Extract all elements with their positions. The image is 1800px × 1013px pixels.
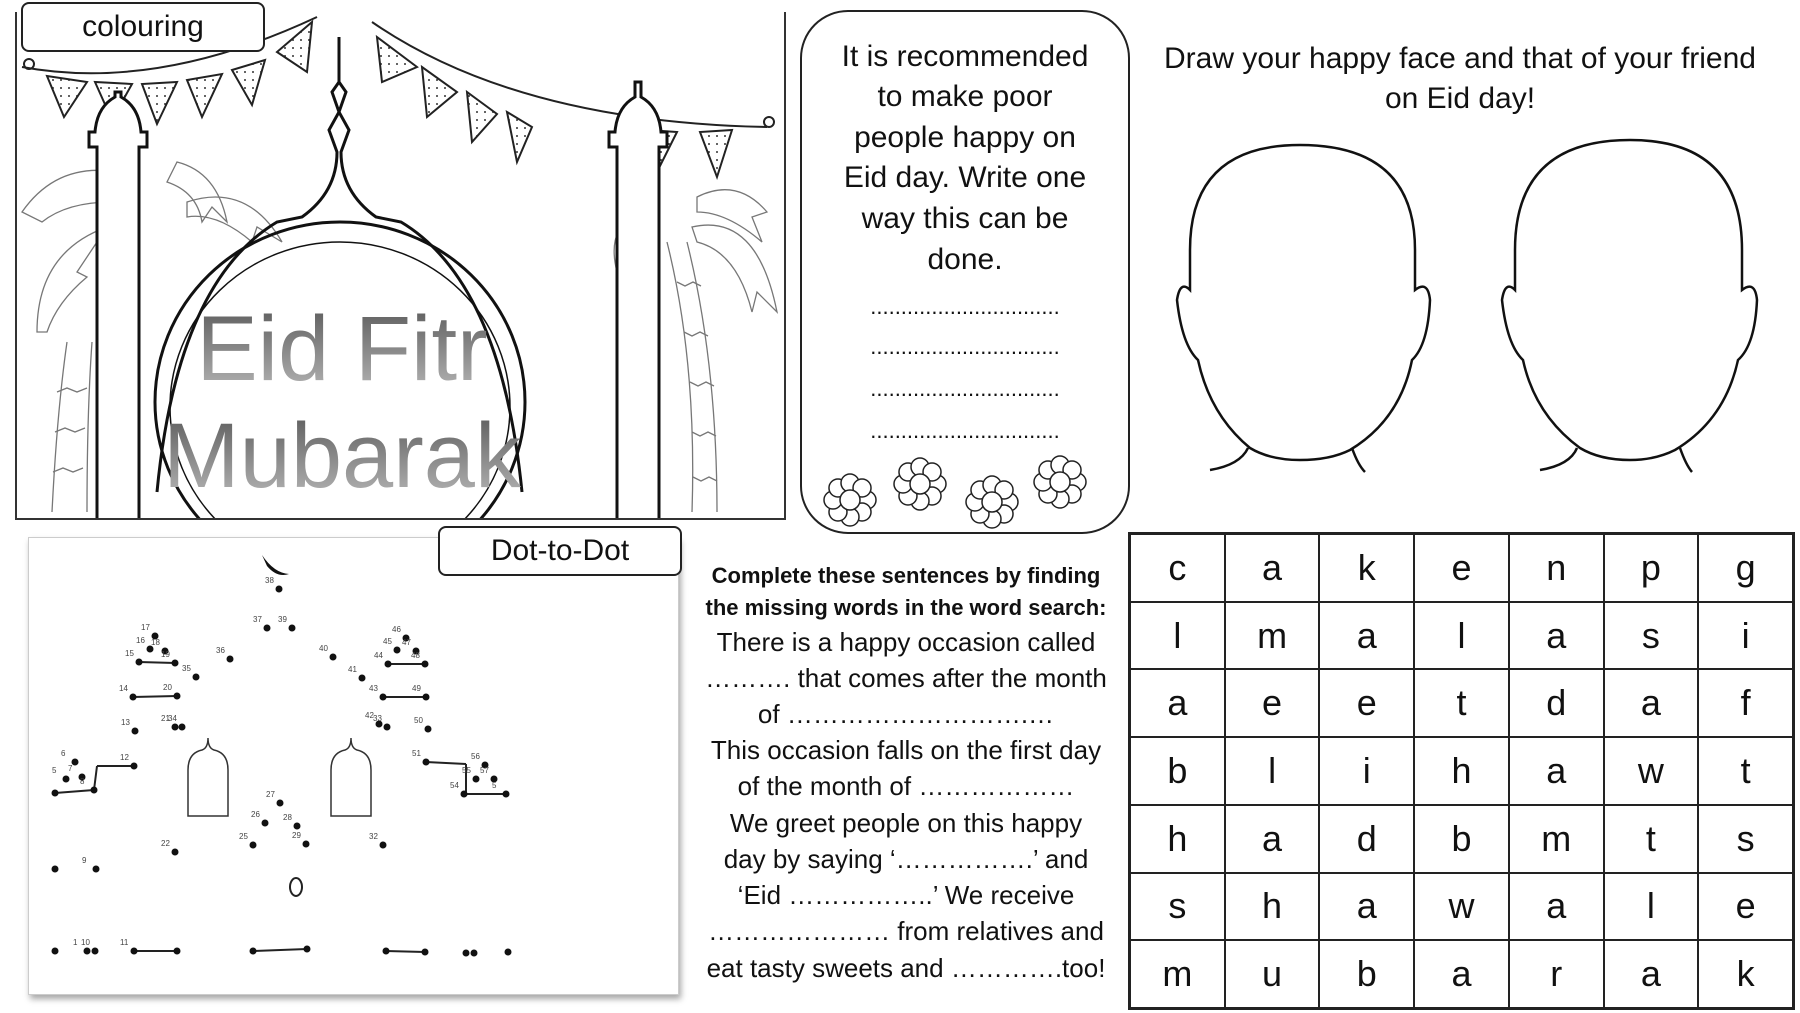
word-search-cell[interactable]: a — [1604, 669, 1699, 737]
dot[interactable] — [423, 759, 430, 766]
word-search-cell[interactable]: r — [1509, 940, 1604, 1008]
dot-number: 20 — [163, 683, 172, 692]
dot-number: 27 — [266, 790, 275, 799]
face-outline-left[interactable] — [1177, 145, 1430, 472]
word-search-cell[interactable]: w — [1414, 873, 1509, 941]
flowers-decoration — [802, 452, 1128, 532]
dot[interactable] — [473, 776, 480, 783]
flower-icon — [1034, 456, 1086, 508]
dot[interactable] — [132, 728, 139, 735]
dot[interactable] — [505, 949, 512, 956]
word-search-cell[interactable]: g — [1698, 534, 1793, 602]
word-search-cell[interactable]: b — [1414, 805, 1509, 873]
dot-number: 22 — [161, 839, 170, 848]
dot[interactable] — [422, 661, 429, 668]
dot[interactable] — [463, 950, 470, 957]
dot[interactable] — [461, 791, 468, 798]
card-text-line: done. — [927, 243, 1003, 276]
dot[interactable] — [423, 694, 430, 701]
instruction-line: Complete these sentences by finding — [711, 563, 1101, 588]
dot[interactable] — [276, 586, 283, 593]
dot[interactable] — [172, 724, 179, 731]
sentence-line: of the month of ……………… — [737, 771, 1075, 801]
word-search-cell[interactable]: s — [1130, 873, 1225, 941]
word-search-cell[interactable]: a — [1130, 669, 1225, 737]
dot-number: 45 — [383, 637, 392, 646]
word-search-cell[interactable]: i — [1698, 602, 1793, 670]
word-search-cell[interactable]: b — [1319, 940, 1414, 1008]
word-search-cell[interactable]: e — [1414, 534, 1509, 602]
word-search-cell[interactable]: n — [1509, 534, 1604, 602]
dot[interactable] — [304, 946, 311, 953]
word-search-cell[interactable]: s — [1698, 805, 1793, 873]
word-search-cell[interactable]: l — [1604, 873, 1699, 941]
dot-number: 5 — [492, 781, 497, 790]
dot[interactable] — [422, 949, 429, 956]
greeting-eid-fitr: Eid Fitr — [196, 298, 488, 400]
dot[interactable] — [471, 950, 478, 957]
dot-number: 29 — [292, 831, 301, 840]
word-search-cell[interactable]: u — [1225, 940, 1320, 1008]
word-search-cell[interactable]: e — [1319, 669, 1414, 737]
dot-number: 33 — [373, 714, 382, 723]
dot-number: 8 — [80, 777, 85, 786]
word-search-cell[interactable]: h — [1414, 737, 1509, 805]
dot-number: 37 — [253, 615, 262, 624]
dot-number: 18 — [151, 638, 160, 647]
flower-icon — [966, 476, 1018, 528]
dot[interactable] — [264, 625, 271, 632]
dot[interactable] — [174, 693, 181, 700]
faces-drawing-area[interactable] — [1130, 130, 1790, 480]
word-search-cell[interactable]: c — [1130, 534, 1225, 602]
dot[interactable] — [92, 948, 99, 955]
dot-number: 55 — [462, 766, 471, 775]
face-outline-right[interactable] — [1502, 140, 1757, 472]
dot-number: 13 — [121, 718, 130, 727]
dot[interactable] — [380, 842, 387, 849]
dot[interactable] — [52, 790, 59, 797]
dot[interactable] — [131, 948, 138, 955]
dot-number: 15 — [125, 649, 134, 658]
word-search-cell[interactable]: a — [1604, 940, 1699, 1008]
dot-number: 28 — [283, 813, 292, 822]
guide-line — [386, 951, 425, 952]
dot-number: 49 — [412, 684, 421, 693]
word-search-cell[interactable]: e — [1225, 669, 1320, 737]
dot[interactable] — [384, 724, 391, 731]
guide-line — [55, 790, 94, 793]
dot-number: 38 — [265, 576, 274, 585]
card-text-line: way this can be — [861, 202, 1069, 235]
word-search-cell[interactable]: f — [1698, 669, 1793, 737]
word-search-cell[interactable]: w — [1604, 737, 1699, 805]
dot-number: 11 — [120, 938, 129, 947]
word-search-cell[interactable]: a — [1509, 873, 1604, 941]
dot[interactable] — [394, 647, 401, 654]
dot[interactable] — [91, 787, 98, 794]
dot-number: 21 — [161, 714, 170, 723]
sentence-line: day by saying ‘…………….’ and — [723, 844, 1089, 874]
dot-number: 9 — [82, 856, 87, 865]
word-search-cell[interactable]: l — [1414, 602, 1509, 670]
bunting-right — [372, 22, 774, 177]
sentence-line: This occasion falls on the first day — [710, 735, 1102, 765]
word-search-cell[interactable]: s — [1604, 602, 1699, 670]
word-search-cell[interactable]: a — [1509, 737, 1604, 805]
dot[interactable] — [425, 726, 432, 733]
answer-line[interactable]: ............................... — [870, 334, 1060, 359]
answer-line[interactable]: ............................... — [870, 376, 1060, 401]
dot[interactable] — [172, 849, 179, 856]
guide-line — [133, 696, 177, 697]
dot-number: 48 — [411, 651, 420, 660]
sentence-line: of ……………………….… — [757, 699, 1055, 729]
word-search-cell[interactable]: k — [1698, 940, 1793, 1008]
guide-line — [253, 949, 307, 951]
sentence-line: We greet people on this happy — [729, 808, 1083, 838]
word-search-cell[interactable]: m — [1130, 940, 1225, 1008]
window-arch — [331, 738, 371, 816]
dot[interactable] — [380, 694, 387, 701]
dot-number: 56 — [471, 752, 480, 761]
word-search-cell[interactable]: h — [1225, 873, 1320, 941]
dot-to-dot-puzzle[interactable] — [29, 538, 678, 994]
dot-number: 57 — [480, 766, 489, 775]
dot-to-dot-panel — [28, 537, 679, 995]
dot[interactable] — [136, 659, 143, 666]
dot-to-dot-label: Dot-to-Dot — [438, 526, 682, 576]
dot-number: 6 — [61, 749, 66, 758]
dot[interactable] — [294, 823, 301, 830]
window-arch — [188, 738, 228, 816]
sentence-line: ‘Eid ……………..’ We receive — [737, 880, 1075, 910]
mosque-colouring-illustration — [17, 12, 784, 518]
answer-line[interactable]: ............................... — [870, 418, 1060, 443]
word-search-cell[interactable]: l — [1130, 602, 1225, 670]
word-search-cell[interactable]: a — [1225, 534, 1320, 602]
dot[interactable] — [84, 948, 91, 955]
minaret-right — [609, 82, 667, 518]
dot-number: 50 — [414, 716, 423, 725]
answer-line[interactable]: ............................... — [870, 294, 1060, 319]
dot[interactable] — [227, 656, 234, 663]
dot[interactable] — [63, 776, 70, 783]
dot-number: 19 — [161, 650, 170, 659]
colouring-label: colouring — [21, 2, 265, 52]
word-search-cell[interactable]: m — [1509, 805, 1604, 873]
dot[interactable] — [277, 800, 284, 807]
word-search-cell[interactable]: m — [1225, 602, 1320, 670]
dot[interactable] — [93, 866, 100, 873]
dot-number: 16 — [136, 636, 145, 645]
dot[interactable] — [72, 759, 79, 766]
faces-title-line1: Draw your happy face and that of your friend — [1163, 42, 1756, 75]
word-search-cell[interactable]: l — [1225, 737, 1320, 805]
word-search-cell[interactable]: i — [1319, 737, 1414, 805]
card-text-line: people happy on — [854, 121, 1076, 154]
greeting-mubarak: Mubarak — [163, 405, 521, 507]
word-search-cell[interactable]: t — [1698, 737, 1793, 805]
dot[interactable] — [383, 948, 390, 955]
dot-number: 54 — [450, 781, 459, 790]
dot-number: 43 — [369, 684, 378, 693]
dot-number: 25 — [239, 832, 248, 841]
dot[interactable] — [172, 660, 179, 667]
dot-number: 10 — [81, 938, 90, 947]
dot-number: 1 — [73, 938, 78, 947]
dot-number: 32 — [369, 832, 378, 841]
faces-title-line2: on Eid day! — [1384, 82, 1536, 115]
word-search-cell[interactable]: a — [1319, 873, 1414, 941]
card-text-line: It is recommended — [841, 40, 1089, 73]
dot-number: 7 — [68, 764, 73, 773]
word-search-cell[interactable]: d — [1509, 669, 1604, 737]
dot[interactable] — [289, 625, 296, 632]
crescent-icon — [262, 555, 289, 575]
dot-number: 12 — [120, 753, 129, 762]
card-text-line: Eid day. Write one — [843, 161, 1087, 194]
word-search-cell[interactable]: a — [1319, 602, 1414, 670]
dot-number: 40 — [319, 644, 328, 653]
dot-number: 41 — [348, 665, 357, 674]
dot[interactable] — [250, 842, 257, 849]
door-circle — [290, 878, 302, 896]
instruction-line: the missing words in the word search: — [705, 595, 1107, 620]
dot[interactable] — [385, 661, 392, 668]
word-search-cell[interactable]: a — [1414, 940, 1509, 1008]
dot-number: 47 — [402, 638, 411, 647]
dot-number: 46 — [392, 625, 401, 634]
sentence-line: eat tasty sweets and ………….too! — [706, 953, 1106, 983]
word-search-cell[interactable]: b — [1130, 737, 1225, 805]
dot[interactable] — [262, 820, 269, 827]
word-search-cell[interactable]: e — [1698, 873, 1793, 941]
word-search-cell[interactable]: a — [1225, 805, 1320, 873]
card-text-line: to make poor — [877, 80, 1053, 113]
guide-line — [139, 662, 175, 663]
dot-number: 44 — [374, 651, 383, 660]
dot-number: 26 — [251, 810, 260, 819]
dot-number: 36 — [216, 646, 225, 655]
dot-number: 14 — [119, 684, 128, 693]
word-search-cell[interactable]: t — [1414, 669, 1509, 737]
dot-number: 35 — [182, 664, 191, 673]
minaret-left — [89, 92, 147, 518]
dot[interactable] — [130, 694, 137, 701]
word-search-cell[interactable]: h — [1130, 805, 1225, 873]
word-search-cell[interactable]: d — [1319, 805, 1414, 873]
dot-number: 5 — [52, 766, 57, 775]
word-search-cell[interactable]: p — [1604, 534, 1699, 602]
dot[interactable] — [330, 654, 337, 661]
dot[interactable] — [503, 791, 510, 798]
colouring-panel — [15, 12, 786, 520]
flower-icon — [894, 458, 946, 510]
dot[interactable] — [52, 948, 59, 955]
charity-card — [800, 10, 1130, 534]
dot[interactable] — [303, 841, 310, 848]
dot[interactable] — [250, 948, 257, 955]
sentence-line: ………………… from relatives and — [708, 916, 1104, 946]
dot-number: 51 — [412, 749, 421, 758]
flower-icon — [824, 474, 876, 526]
dot[interactable] — [52, 866, 59, 873]
dot-number: 39 — [278, 615, 287, 624]
dot-number: 42 — [365, 711, 374, 720]
dot[interactable] — [131, 763, 138, 770]
word-search-cell[interactable]: t — [1604, 805, 1699, 873]
dot-number: 17 — [141, 623, 150, 632]
guide-line — [94, 766, 97, 790]
dot[interactable] — [193, 674, 200, 681]
sentence-line: There is a happy occasion called — [716, 627, 1096, 657]
guide-line — [426, 762, 466, 764]
sentence-line: ………. that comes after the month — [705, 663, 1107, 693]
dot[interactable] — [174, 948, 181, 955]
dot[interactable] — [359, 675, 366, 682]
word-search-cell[interactable]: k — [1319, 534, 1414, 602]
word-search-grid — [1128, 532, 1795, 1010]
word-search-cell[interactable]: a — [1509, 602, 1604, 670]
dot-number: 34 — [168, 714, 177, 723]
dot[interactable] — [179, 724, 186, 731]
